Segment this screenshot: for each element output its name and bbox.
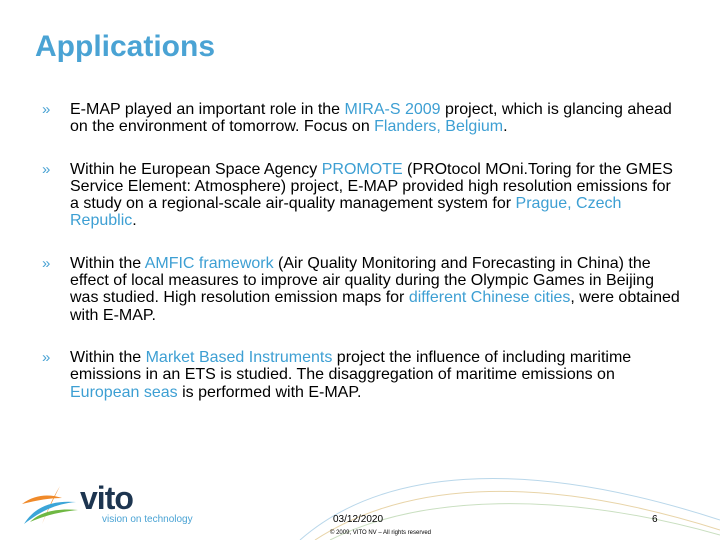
slide-title: Applications: [35, 30, 216, 63]
bullet-chevron-icon: »: [42, 101, 51, 118]
highlighted-term: European seas: [70, 383, 178, 401]
highlighted-term: MIRA-S 2009: [344, 101, 441, 118]
page-number: 6: [652, 514, 658, 525]
bullet-text: , were obtained with E-MAP.: [70, 289, 680, 324]
vito-logo-icon: [20, 484, 80, 526]
highlighted-term: Flanders, Belgium: [374, 118, 504, 136]
bullet-text: Within the: [70, 348, 146, 366]
bullet-list: [42, 101, 682, 426]
bullet-chevron-icon: »: [42, 254, 51, 272]
bullet-text: Within the: [70, 254, 145, 272]
bullet-text: (Air Quality Monitoring and Forecasting in China) the effect of local measures to improve air quality during the Olympic Games in Beijing was studied. High resolution emission maps for: [70, 254, 654, 307]
bullet-item: [42, 255, 682, 324]
highlighted-term: different Chinese cities: [408, 289, 571, 307]
bullet-item: [42, 349, 682, 401]
bullet-text: Within he European Space Agency: [70, 160, 322, 178]
bullet-text: E-MAP played an important role in the: [70, 101, 345, 118]
bullet-item: [42, 101, 682, 136]
bullet-text: project, which is glancing ahead on the environment of tomorrow. Focus on: [70, 101, 672, 136]
bullet-text: .: [132, 212, 137, 230]
highlighted-term: Prague, Czech Republic: [70, 195, 622, 230]
footer-date: 03/12/2020: [333, 514, 384, 525]
bullet-text: (PROtocol MOni.Toring for the GMES Service Element: Atmosphere) project, E-MAP provided high resolution emissions for a study on a regional-scale air-quality management system for: [70, 160, 673, 213]
bullet-text: project the influence of including maritime emissions in an ETS is studied. The disaggregation of maritime emissions on: [70, 348, 632, 384]
bullet-chevron-icon: »: [42, 348, 51, 366]
logo-wordmark: vito: [80, 480, 133, 516]
logo-tagline: vision on technology: [102, 514, 193, 525]
bullet-text: .: [503, 118, 508, 136]
bullet-chevron-icon: »: [42, 160, 51, 178]
footer-copyright: © 2009, VITO NV – All rights reserved: [330, 530, 432, 536]
bullet-item: [42, 161, 682, 230]
highlighted-term: Market Based Instruments: [145, 348, 333, 366]
highlighted-term: AMFIC framework: [144, 254, 274, 272]
highlighted-term: PROMOTE: [321, 160, 403, 178]
bullet-text: is performed with E-MAP.: [177, 383, 362, 401]
